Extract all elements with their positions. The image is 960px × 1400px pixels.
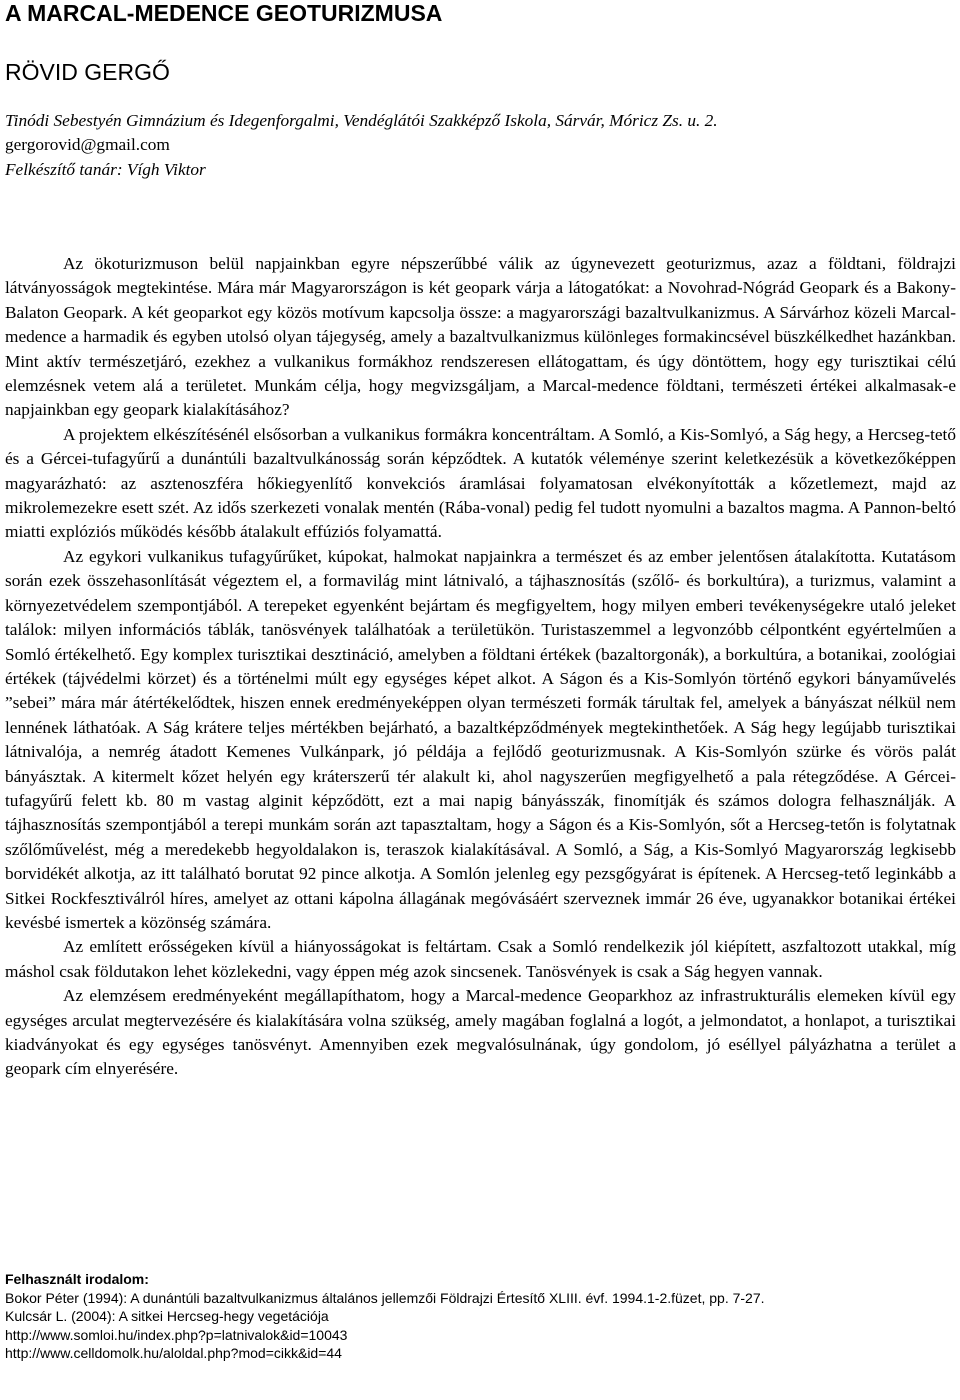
email-address: gergorovid@gmail.com bbox=[5, 135, 170, 155]
references-heading: Felhasznált irodalom: bbox=[5, 1271, 149, 1287]
body-paragraph-3: Az egykori vulkanikus tufagyűrűket, kúpokat, halmokat napjainkra a természet és az ember jelentősen átalakította. Kutatásom során ezek összehasonlítását végeztem el, a formavilág mint látnivaló, a tájhasznosítás (szőlő- és borkultúra), a turizmus, valamint a környezetvédelem szempontjából. A terepeket egyenként bejártam és megfigyeltem, hogy milyen emberi tevékenységekre utaló jeleket találok: milyen információs táblák, tanösvények találhatóak a területükön. Turistaszemmel a legvonzóbb célpontként egyértelműen a Somló értékelhető. Egy komplex turisztikai desztináció, amelyben a földtani értékek (bazaltorgonák), a borkultúra, a botanikai, zoológiai értékek (tájvédelmi körzet) és a történelmi múlt egy egységes képet alkot. A Ságon és a Kis-Somlyón történő egykori bányaművelés ”sebei” mára már átértékelődtek, hiszen ennek eredményeképpen olyan természeti formák tárultak fel, amelyek a bányászat nélkül nem lennének láthatóak. A Ság krátere teljes mértékben bejárható, a bazaltképződmények megtekinthetőek. A Ság hegy legújabb turisztikai látnivalója, a nemrég átadott Kemenes Vulkánpark, jó példája a fejlődő geoturizmusnak. A Kis-Somlyón szürke és vörös palát bányásztak. A kitermelt kőzet helyén egy kráterszerű tér alakult ki, ahol nagyszerűen megfigyelhető a pala rétegződése. A Gércei-tufagyűrű felett kb. 80 m vastag alginit képződött, ezt a mai napig bányásszák, finomítják és számos dologra felhasználják. A tájhasznosítás szempontjából a terepi munkám során azt tapasztaltam, hogy a Ságon és a Kis-Somlyón, sőt a Hercseg-tetőn is folytatnak szőlőművelést, még a meredekebb hegyoldalakon is, teraszok kialakításával. A Somló, a Ság, a Kis-Somlyó Magyarország legkisebb borvidékét alkotja, az itt található borutat 92 pince alkotja. A Somlón jelenleg egy pezsgőgyárat is építenek. A Hercseg-tető leginkább a Sitkei Rockfesztiválról híres, amelyet az ottani kápolna állagának megóvásáért szerveznek immár 26 éve, ugyanakkor botanikai értékei kevésbé ismertek a közönség számára. bbox=[5, 546, 956, 932]
reference-item-2: Kulcsár L. (2004): A sitkei Hercseg-hegy vegetációja bbox=[5, 1308, 329, 1325]
body-paragraph-5: Az elemzésem eredményeként megállapíthatom, hogy a Marcal-medence Geoparkhoz az infrastrukturális elemeken kívül egy egységes arculat megtervezésére és kialakítására volna szükség, amely magában foglalná a logót, a jelmondatot, a honlapot, a turisztikai kiadványokat és egy egységes tanösvényt. Amennyiben ezek megvalósulnának, úgy gondolom, jó eséllyel pályázhatna a terület a geopark cím elnyerésére. bbox=[5, 986, 956, 1079]
author-info bbox=[5, 109, 955, 182]
teacher-line: Felkészítő tanár: Vígh Viktor bbox=[5, 159, 206, 179]
body-paragraph-4: Az említett erősségeken kívül a hiányosságokat is feltártam. Csak a Somló rendelkezik jól kiépített, aszfaltozott utakkal, míg máshol csak földutakon lehet közlekedni, vagy éppen még azok sincsenek. Tanösvények is csak a Ság hegyen vannak. bbox=[5, 937, 956, 981]
reference-link-2[interactable]: http://www.celldomolk.hu/aloldal.php?mod=cikk&id=44 bbox=[5, 1345, 342, 1362]
document-title: A MARCAL-MEDENCE GEOTURIZMUSA bbox=[5, 0, 443, 26]
references-section bbox=[5, 1270, 945, 1363]
reference-item-1: Bokor Péter (1994): A dunántúli bazaltvulkanizmus általános jellemzői Földrajzi Értesítő XLIII. évf. 1994.1-2.füzet, pp. 7-27. bbox=[5, 1289, 765, 1306]
affiliation-line: Tinódi Sebestyén Gimnázium és Idegenforgalmi, Vendéglátói Szakképző Iskola, Sárvár, Móricz Zs. u. 2. bbox=[5, 111, 718, 130]
abstract-body bbox=[5, 252, 956, 1082]
reference-link-1[interactable]: http://www.somloi.hu/index.php?p=latnivalok&id=10043 bbox=[5, 1326, 348, 1343]
body-paragraph-2: A projektem elkészítésénél elsősorban a vulkanikus formákra koncentráltam. A Somló, a Kis-Somlyó, a Ság hegy, a Hercseg-tető és a Gércei-tufagyűrű a dunántúli bazaltvulkánosság során képződtek. A kutatók véleménye szerint keletkezésük a következőképpen magyarázható: az asztenoszféra hőkiegyenlítő konvekciós áramlásai folyamatosan elvékonyították a kőzetlemezt, majd az mikrolemezekre esett szét. Az idős szerkezeti vonalak mentén (Rába-vonal) pedig fel tudott nyomulni a bazaltos magma. A Pannon-beltó miatti explóziós működés később átalakult effúziós folyamattá. bbox=[5, 424, 956, 542]
body-paragraph-1: Az ökoturizmuson belül napjainkban egyre népszerűbbé válik az úgynevezett geoturizmus, azaz a földtani, földrajzi látványosságok megtekintése. Mára már Magyarországon is két geopark várja a látogatókat: a Novohrad-Nógrád Geopark és a Bakony-Balaton Geopark. A két geoparkot egy közös motívum kapcsolja össze: a magyarországi bazaltvulkanizmus. A Sárvárhoz közeli Marcal-medence a harmadik és egyben utolsó olyan tájegység, amely a bazaltvulkanizmus különleges formakincsével büszkélkedhet hazánkban. Mint aktív természetjáró, ezekhez a vulkanikus formákhoz rendszeresen ellátogattam, és úgy döntöttem, hogy egy turisztikai célú elemzésnek vetem alá a területet. Munkám célja, hogy megvizsgáljam, a Marcal-medence földtani, természeti értékei alkalmasak-e napjainkban egy geopark kialakításához? bbox=[5, 254, 956, 420]
author-name: RÖVID GERGŐ bbox=[5, 59, 170, 85]
